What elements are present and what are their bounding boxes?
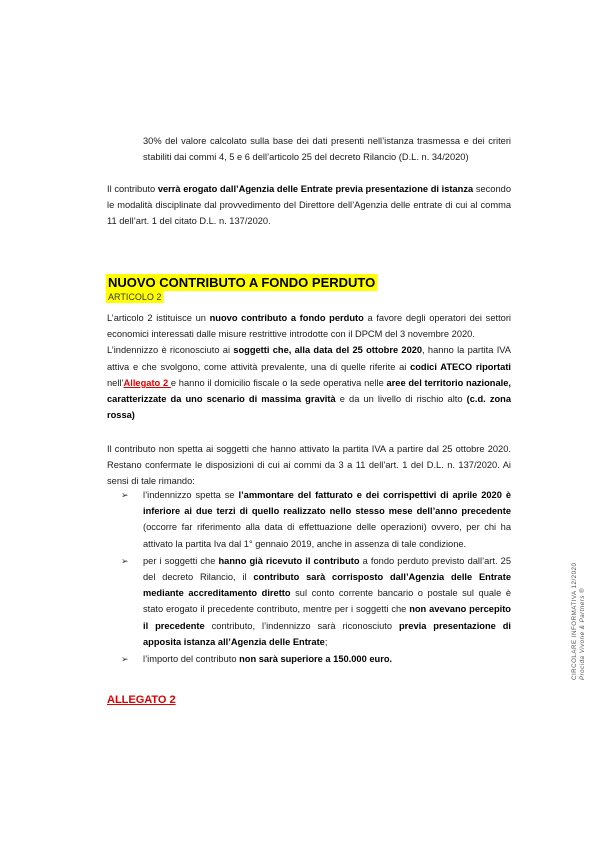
arrow-bullet-icon: ➢ [121,490,129,500]
list-item: ➢ per i soggetti che hanno già ricevuto il contributo a fondo perduto previsto dall’art. 25 del decreto Rilancio, il contributo sarà corrisposto dall’Agenzia delle Entrate mediante accreditamento diretto sul conto corrente bancario o postale sul quale è stato erogato il precedente contributo, mentre per i soggetti che non avevano percepito il precedente contributo, l’indennizzo sarà riconosciuto previa presentazione di apposita istanza all’Agenzia delle Entrate; [121,553,511,650]
allegato-2-link[interactable]: Allegato 2 [123,377,171,388]
arrow-bullet-icon: ➢ [121,555,129,566]
list-item: ➢ l’indennizzo spetta se l’ammontare del fatturato e dei corrispettivi di aprile 2020 è inferiore ai due terzi di quello realizzato nello stesso mese dell’anno precedente (occorre far riferimento alla data di effettuazione delle operazioni) ovvero, per chi ha attivato la partita Iva dal 1° gennaio 2019, anche in assenza di tale condizione. [121,487,511,552]
list-item: ➢ l’importo del contributo non sarà superiore a 150.000 euro. [121,651,511,667]
side-footer [571,563,587,680]
allegato-2-heading[interactable]: ALLEGATO 2 [107,694,176,706]
side-footer-title: CIRCOLARE INFORMATIVA 12/2020 [571,562,578,680]
section-title: NUOVO CONTRIBUTO A FONDO PERDUTO [108,275,376,290]
contribution-paragraph: Il contributo verrà erogato dall’Agenzia delle Entrate previa presentazione di istanza secondo le modalità disciplinate dal provvedimento del Direttore dell’Agenzia delle entrate di cui al comma 11 dell’art. 1 del citato D.L. n. 137/2020. [107,184,511,227]
side-footer-firm: Procida Vivone & Partners ® [579,587,586,680]
arrow-bullet-icon: ➢ [121,654,129,665]
article-2-paragraph: L’articolo 2 istituisce un nuovo contributo a fondo perduto a favore degli operatori dei settori economici interessati dalle misure restrittive introdotte con il DPCM del 3 novembre 2020. L’indennizzo è riconosciuto ai soggetti che, alla data del 25 ottobre 2020, hanno la partita IVA attiva e che svolgono, come attività prevalente, una di quelle riferite ai codici ATECO riportati nell’Allegato 2 e hanno il domicilio fiscale o la sede operativa nelle aree del territorio nazionale, caratterizzate da uno scenario di massima gravità e da un livello di rischio alto (c.d. zona rossa) [107,313,512,421]
exclusion-paragraph: Il contributo non spetta ai soggetti che hanno attivato la partita IVA a partire dal 25 ottobre 2020. Restano confermate le disposizioni di cui ai commi da 3 a 11 dell’art. 1 del D.L. n. 137/2020. Ai sensi di tale rimando: [107,444,511,487]
conditions-list [121,487,511,668]
continuation-paragraph: 30% del valore calcolato sulla base dei dati presenti nell’istanza trasmessa e dei criteri stabiliti dai commi 4, 5 e 6 dell’articolo 25 del decreto Rilancio (D.L. n. 34/2020) [143,136,511,163]
article-label: ARTICOLO 2 [108,292,162,302]
